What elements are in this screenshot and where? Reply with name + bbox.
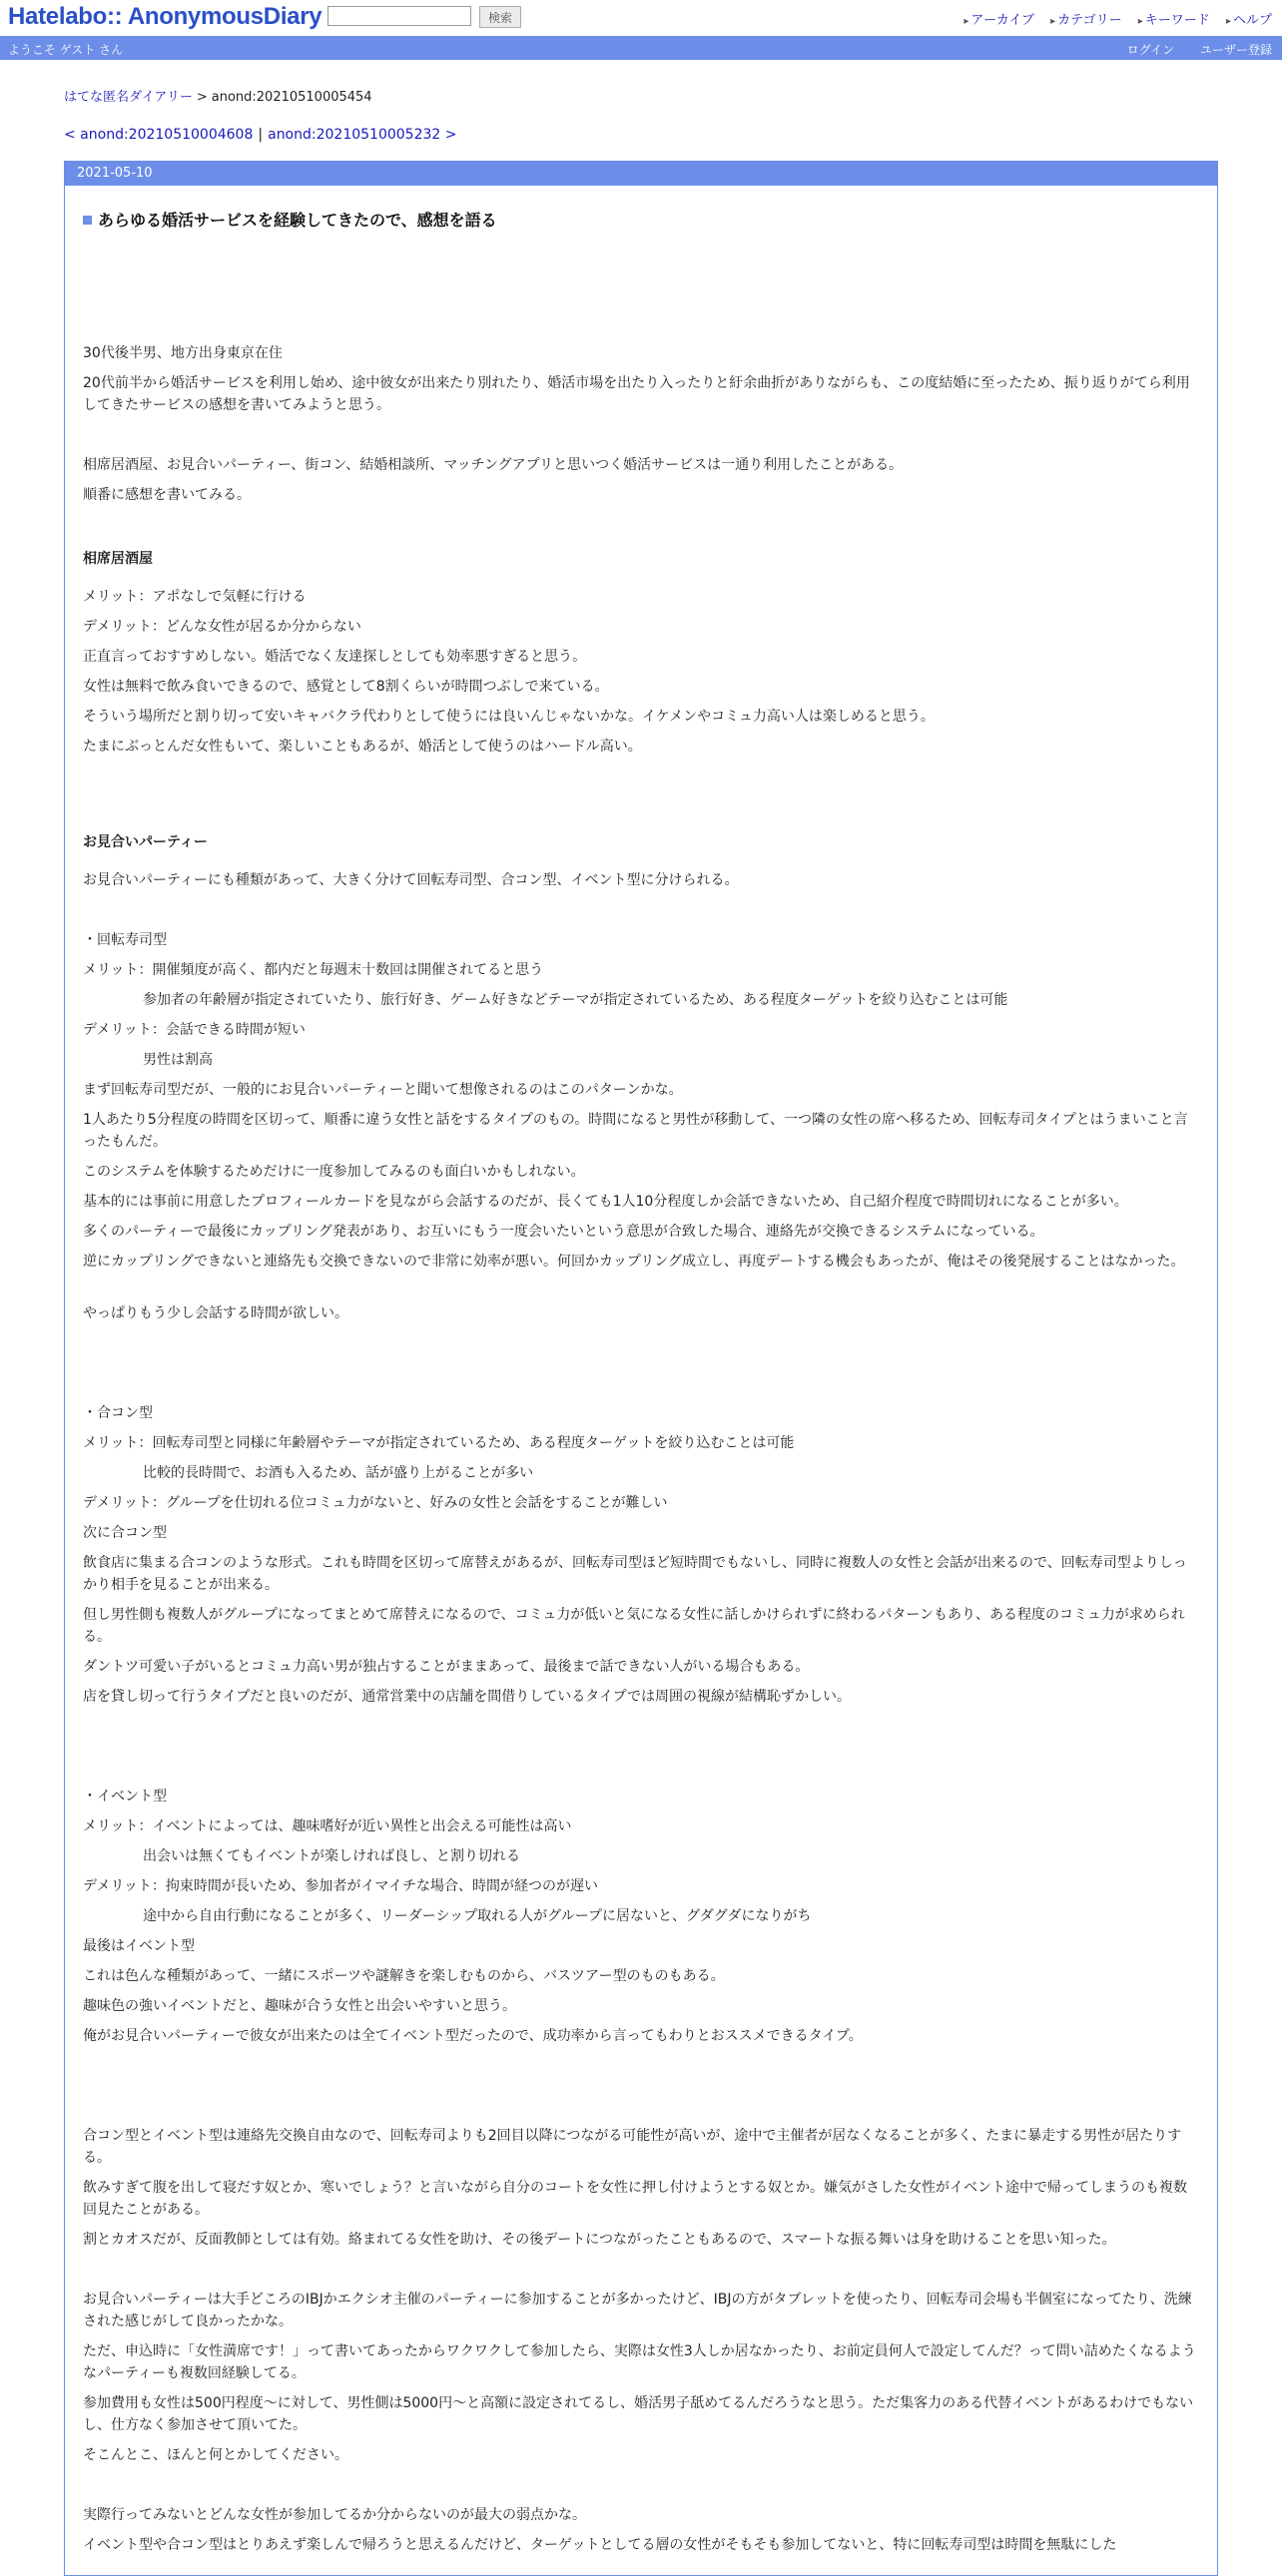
entry-paragraph: ・合コン型 [83, 1405, 153, 1421]
arrow-icon: ▸ [1050, 16, 1056, 27]
entry-paragraph: 趣味色の強いイベントだと、趣味が合う女性と出会いやすいと思う。 [83, 1998, 516, 2014]
entry-paragraph: メリット：開催頻度が高く、都内だと毎週末十数回は開催されてると思う [83, 962, 544, 978]
breadcrumb-root-link[interactable]: はてな匿名ダイアリー [64, 90, 193, 105]
entry-paragraph: 最後はイベント型 [83, 1938, 195, 1954]
entry-paragraph: このシステムを体験するためだけに一度参加してみるのも面白いかもしれない。 [83, 1164, 585, 1180]
breadcrumb [64, 86, 372, 105]
welcome-bar [0, 36, 1282, 60]
nav-category[interactable] [1050, 13, 1122, 28]
top-nav [952, 9, 1272, 28]
section-heading: お見合いパーティー [83, 834, 208, 850]
entry-paragraph: 正直言っておすすめしない。婚活でなく友達探しとしても効率悪すぎると思う。 [83, 649, 587, 665]
entry-paragraph: 但し男性側も複数人がグループになってまとめて席替えになるので、コミュ力が低いと気になる女性に話しかけられずに終わるパターンもあり、ある程度のコミュ力が求められる。 [83, 1607, 1185, 1645]
search-input[interactable] [327, 6, 471, 26]
entry-paragraph: メリット：アポなしで気軽に行ける [83, 589, 307, 605]
entry-paragraph: ただ、申込時に「女性満席です！」って書いてあったからワクワクして参加したら、実際は女性3人しか居なかったり、お前定員何人で設定してんだ？って問い詰めたくなるようなパーティーも複数回経験してる。 [83, 2343, 1196, 2381]
entry-paragraph: 相席居酒屋、お見合いパーティー、街コン、結婚相談所、マッチングアプリと思いつく婚活サービスは一通り利用したことがある。 [83, 457, 904, 473]
entry-paragraph: 合コン型とイベント型は連絡先交換自由なので、回転寿司よりも2回目以降につながる可能性が高いが、途中で主催者が居なくなることが多く、たまに暴走する男性が居たりする。 [83, 2128, 1182, 2166]
entry-paragraph: 多くのパーティーで最後にカップリング発表があり、お互いにもう一度会いたいという意思が合致した場合、連絡先が交換できるシステムになっている。 [83, 1224, 1044, 1240]
prev-entry-link[interactable]: < anond:20210510004608 [64, 127, 254, 143]
entry-date: 2021-05-10 [65, 162, 1217, 186]
entry-paragraph: 飲みすぎて腹を出して寝だす奴とか、寒いでしょう？と言いながら自分のコートを女性に押し付けようとする奴とか。嫌気がさした女性がイベント途中で帰ってしまうのも複数回見たことがある。 [83, 2180, 1187, 2218]
next-entry-link[interactable]: anond:20210510005232 > [268, 127, 457, 143]
entry-paragraph: ダントツ可愛い子がいるとコミュ力高い男が独占することがままあって、最後まで話できない人がいる場合もある。 [83, 1659, 810, 1675]
entry-paragraph: 参加費用も女性は500円程度～に対して、男性側は5000円～と高額に設定されてるし、婚活男子舐めてるんだろうなと思う。ただ集客力のある代替イベントがあるわけでもないし、仕方なく参加させて頂いてた。 [83, 2395, 1194, 2433]
square-bullet-icon[interactable] [83, 216, 92, 225]
nav-archive[interactable] [963, 13, 1034, 28]
search-button[interactable]: 検索 [479, 6, 521, 28]
arrow-icon: ▸ [1137, 16, 1143, 27]
entry-paragraph: デメリット：グループを仕切れる位コミュ力がないと、好みの女性と会話をすることが難しい [83, 1495, 668, 1511]
entry-paragraph: 出会いは無くてもイベントが楽しければ良し、と割り切れる [143, 1848, 520, 1864]
entry-paragraph: 女性は無料で飲み食いできるので、感覚として8割くらいが時間つぶしで来ている。 [83, 679, 609, 695]
entry-paragraph: イベント型や合コン型はとりあえず楽しんで帰ろうと思えるんだけど、ターゲットとしてる層の女性がそもそも参加してないと、特に回転寿司型は時間を無駄にした [83, 2537, 1117, 2553]
entry-paragraph: デメリット：会話できる時間が短い [83, 1022, 306, 1038]
section-heading: 相席居酒屋 [83, 551, 153, 567]
nav-keyword-link[interactable]: キーワード [1144, 13, 1210, 28]
entry-paragraph: デメリット：拘束時間が長いため、参加者がイマイチな場合、時間が経つのが遅い [83, 1878, 599, 1894]
entry-paragraph: お見合いパーティーにも種類があって、大きく分けて回転寿司型、合コン型、イベント型に分けられる。 [83, 872, 739, 888]
entry-paragraph: メリット：イベントによっては、趣味嗜好が近い異性と出会える可能性は高い [83, 1818, 572, 1834]
entry-paragraph: 30代後半男、地方出身東京在住 [83, 345, 283, 361]
entry-paragraph: そこんとこ、ほんと何とかしてください。 [83, 2447, 348, 2463]
entry-paragraph: お見合いパーティーは大手どころのIBJかエクシオ主催のパーティーに参加することが多かったけど、IBJの方がタブレットを使ったり、回転寿司会場も半個室になってたり、洗練された感じがして良かったかな。 [83, 2292, 1192, 2329]
nav-keyword[interactable] [1138, 13, 1210, 28]
welcome-greeting: ようこそ ゲスト さん [8, 43, 124, 57]
entry-paragraph: メリット：回転寿司型と同様に年齢層やテーマが指定されているため、ある程度ターゲットを絞り込むことは可能 [83, 1435, 795, 1451]
entry-title-text: あらゆる婚活サービスを経験してきたので、感想を語る [98, 211, 497, 230]
nav-category-link[interactable]: カテゴリー [1057, 13, 1122, 28]
entry-paragraph: 俺がお見合いパーティーで彼女が出来たのは全てイベント型だったので、成功率から言ってもわりとおススメできるタイプ。 [83, 2028, 863, 2044]
entry-paragraph: 逆にカップリングできないと連絡先も交換できないので非常に効率が悪い。何回かカップリング成立し、再度デートする機会もあったが、俺はその後発展することはなかった。 [83, 1254, 1185, 1270]
entry-paragraph: 順番に感想を書いてみる。 [83, 487, 251, 503]
entry-paragraph: 基本的には事前に用意したプロフィールカードを見ながら会話するのだが、長くても1人10分程度しか会話できないため、自己紹介程度で時間切れになることが多い。 [83, 1194, 1128, 1210]
entry-paragraph: やっぱりもう少し会話する時間が欲しい。 [83, 1305, 348, 1321]
entry-paragraph: 実際行ってみないとどんな女性が参加してるか分からないのが最大の弱点かな。 [83, 2507, 586, 2523]
account-links [1105, 41, 1272, 58]
entry-title [83, 208, 1217, 231]
entry-paragraph: そういう場所だと割り切って安いキャバクラ代わりとして使うには良いんじゃないかな。イケメンやコミュ力高い人は楽しめると思う。 [83, 709, 935, 725]
entry-paragraph: 男性は割高 [143, 1052, 213, 1068]
entry-paragraph: 20代前半から婚活サービスを利用し始め、途中彼女が出来たり別れたり、婚活市場を出たり入ったりと紆余曲折がありながらも、この度結婚に至ったため、振り返りがてら利用してきたサービスの感想を書いてみようと思う。 [83, 375, 1190, 413]
arrow-icon: ▸ [963, 16, 969, 27]
entry-paragraph: まず回転寿司型だが、一般的にお見合いパーティーと聞いて想像されるのはこのパターンかな。 [83, 1082, 683, 1098]
entry-paragraph: 飲食店に集まる合コンのような形式。これも時間を区切って席替えがあるが、回転寿司型ほど短時間でもないし、同時に複数人の女性と会話が出来るので、回転寿司型よりしっかり相手を見ることが出来る。 [83, 1555, 1187, 1593]
arrow-icon: ▸ [1225, 16, 1231, 27]
entry-paragraph: デメリット：どんな女性が居るか分からない [83, 619, 361, 635]
entry-paragraph: ・回転寿司型 [83, 932, 167, 948]
entry-paragraph: ・イベント型 [83, 1789, 167, 1804]
breadcrumb-current: anond:20210510005454 [211, 90, 372, 105]
nav-archive-link[interactable]: アーカイブ [970, 13, 1034, 28]
login-link[interactable]: ログイン [1126, 43, 1175, 57]
top-bar [0, 0, 1282, 36]
entry-paragraph: これは色んな種類があって、一緒にスポーツや謎解きを楽しむものから、バスツアー型のものもある。 [83, 1968, 725, 1984]
pager-separator: | [258, 127, 264, 143]
entry-pager [64, 127, 457, 143]
nav-help-link[interactable]: ヘルプ [1232, 13, 1272, 28]
entry-paragraph: 次に合コン型 [83, 1525, 167, 1541]
nav-help[interactable] [1226, 13, 1272, 28]
site-logo[interactable]: Hatelabo:: AnonymousDiary [8, 3, 322, 30]
entry-paragraph: 途中から自由行動になることが多く、リーダーシップ取れる人がグループに居ないと、グダグダになりがち [143, 1908, 812, 1924]
diary-entry [64, 161, 1218, 2576]
entry-paragraph: 参加者の年齢層が指定されていたり、旅行好き、ゲーム好きなどテーマが指定されているため、ある程度ターゲットを絞り込むことは可能 [143, 992, 1008, 1008]
entry-paragraph: 比較的長時間で、お酒も入るため、話が盛り上がることが多い [143, 1465, 534, 1481]
breadcrumb-separator: > [196, 90, 208, 105]
entry-paragraph: 1人あたり5分程度の時間を区切って、順番に違う女性と話をするタイプのもの。時間になると男性が移動して、一つ隣の女性の席へ移るため、回転寿司タイプとはうまいこと言ったもんだ。 [83, 1112, 1188, 1150]
entry-paragraph: 割とカオスだが、反面教師としては有効。絡まれてる女性を助け、その後デートにつながったこともあるので、スマートな振る舞いは身を助けることを思い知った。 [83, 2232, 1116, 2248]
register-link[interactable]: ユーザー登録 [1199, 43, 1272, 57]
entry-paragraph: たまにぶっとんだ女性もいて、楽しいこともあるが、婚活として使うのはハードル高い。 [83, 739, 642, 755]
entry-paragraph: 店を貸し切って行うタイプだと良いのだが、通常営業中の店舗を間借りしているタイプでは周囲の視線が結構恥ずかしい。 [83, 1689, 852, 1705]
